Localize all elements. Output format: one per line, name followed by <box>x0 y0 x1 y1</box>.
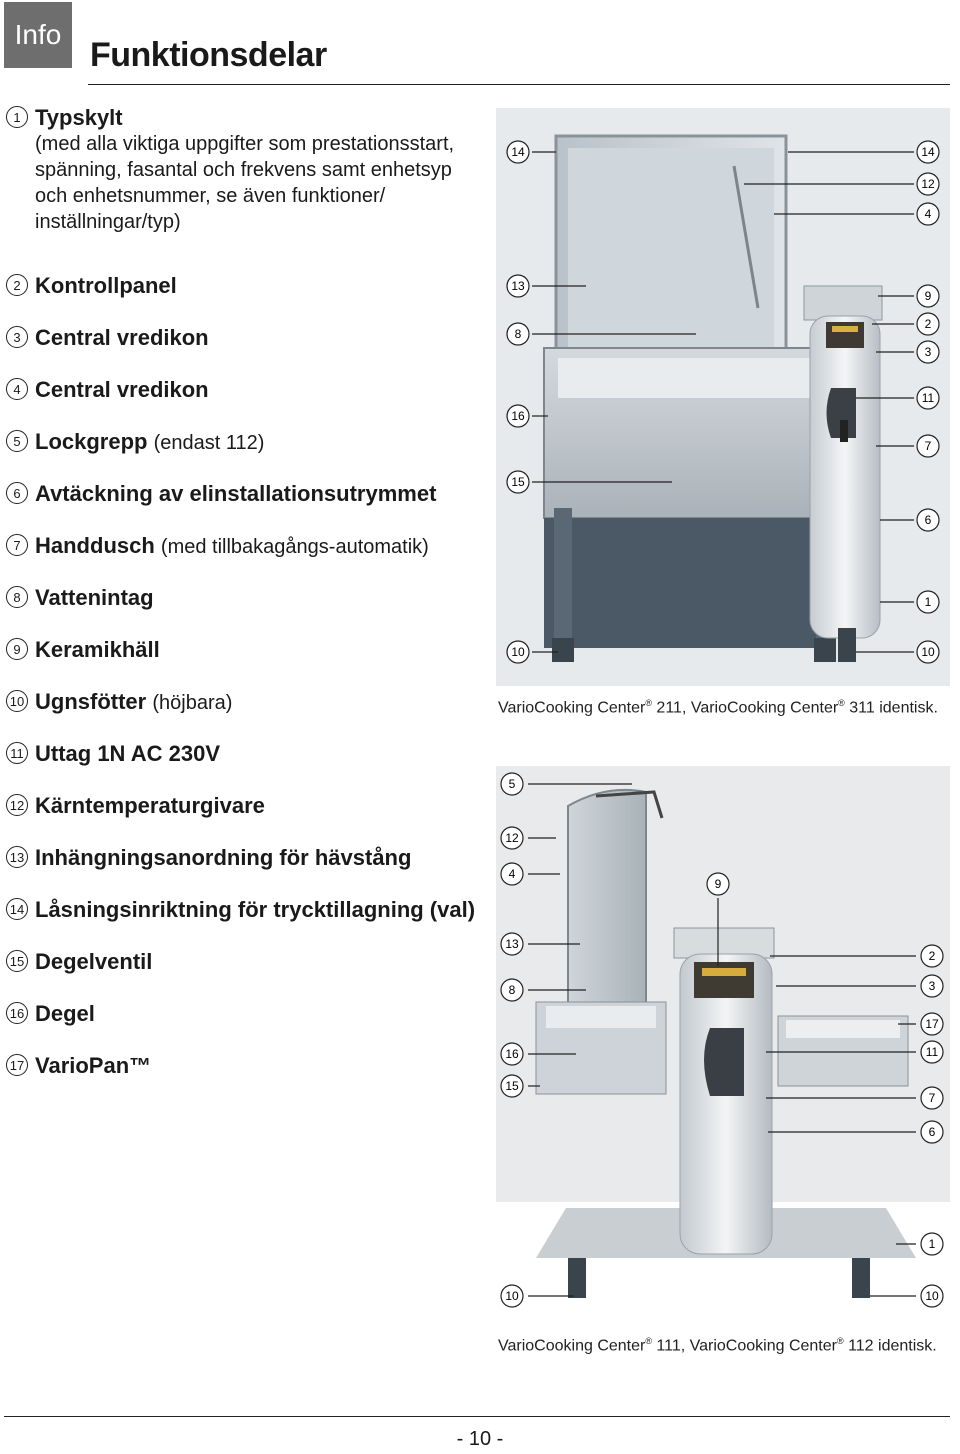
callout-label: 1 <box>928 1237 936 1251</box>
list-item <box>6 948 152 975</box>
callout-number: 2 <box>6 274 28 296</box>
caption-text: VarioCooking Center <box>498 1337 646 1355</box>
list-item <box>6 896 475 923</box>
part-label: Uttag 1N AC 230V <box>35 741 221 766</box>
list-item <box>6 324 209 351</box>
page-title: Funktionsdelar <box>90 36 327 74</box>
callout-label: 9 <box>714 877 722 891</box>
part-label: VarioPan™ <box>35 1053 152 1078</box>
callout-number: 9 <box>6 638 28 660</box>
callout-number: 11 <box>6 742 28 764</box>
info-badge: Info <box>4 2 72 68</box>
caption-text: 111, VarioCooking Center <box>651 1337 837 1355</box>
part-note: (med alla viktiga uppgifter som prestationsstart, spänning, fasantal och frekvens samt enhetsyp och enhetsnummer, se även funktioner/ inställningar/typ) <box>35 133 455 233</box>
callout-number: 4 <box>6 378 28 400</box>
callout-label: 5 <box>508 777 516 791</box>
list-item <box>6 480 436 507</box>
part-label: Avtäckning av elinstallationsutrymmet <box>35 481 437 506</box>
callout-label: 10 <box>925 1289 939 1303</box>
caption-text: VarioCooking Center <box>498 699 646 717</box>
callout-number: 15 <box>6 950 28 972</box>
list-item <box>6 104 465 235</box>
callout-label: 1 <box>924 595 932 609</box>
vcc-111-illustration <box>496 766 950 1342</box>
list-item <box>6 532 429 561</box>
callout-number: 16 <box>6 1002 28 1024</box>
part-label-text: Lockgrepp <box>35 429 148 454</box>
callout-label: 3 <box>928 979 936 993</box>
caption-text: 211, VarioCooking Center <box>651 699 839 717</box>
part-label: Typskylt <box>35 105 123 130</box>
callout-label: 2 <box>924 317 932 331</box>
part-label: Degelventil <box>35 949 153 974</box>
part-label: Kontrollpanel <box>35 273 177 298</box>
callout-label: 16 <box>505 1047 519 1061</box>
figure-caption <box>498 698 938 717</box>
callout-label: 10 <box>505 1289 519 1303</box>
callout-label: 4 <box>508 867 516 881</box>
callout-label: 2 <box>928 949 936 963</box>
list-item <box>6 688 232 717</box>
part-label: Kärntemperaturgivare <box>35 793 265 818</box>
callout-label: 7 <box>928 1091 936 1105</box>
callout-label: 8 <box>508 983 516 997</box>
list-item <box>6 636 160 663</box>
figure-caption <box>498 1336 937 1355</box>
callout-number: 1 <box>6 106 28 128</box>
registered-mark: ® <box>838 698 845 708</box>
callout-label: 13 <box>505 937 519 951</box>
callout-number: 7 <box>6 534 28 556</box>
callout-number: 3 <box>6 326 28 348</box>
part-label <box>35 428 264 457</box>
callout-label: 6 <box>928 1125 936 1139</box>
callout-label: 3 <box>924 345 932 359</box>
product-photo-vcc-211 <box>496 108 950 686</box>
list-item <box>6 1052 151 1079</box>
registered-mark: ® <box>645 698 652 708</box>
vcc-211-illustration <box>496 108 950 686</box>
part-label: Vattenintag <box>35 585 154 610</box>
callout-label: 11 <box>925 1045 939 1059</box>
callout-label: 10 <box>921 645 935 659</box>
callout-label: 12 <box>921 177 935 191</box>
callout-label: 14 <box>511 145 525 159</box>
caption-text: 112 identisk. <box>843 1337 937 1355</box>
part-label <box>35 532 429 561</box>
part-label: Keramikhäll <box>35 637 160 662</box>
callout-label: 6 <box>924 513 932 527</box>
callout-label: 4 <box>924 207 932 221</box>
callout-label: 10 <box>511 645 525 659</box>
list-item <box>6 740 220 767</box>
callout-number: 12 <box>6 794 28 816</box>
callout-number: 14 <box>6 898 28 920</box>
page-number: - 10 - <box>456 1428 504 1450</box>
part-label-text: Handdusch <box>35 533 155 558</box>
list-item <box>6 584 154 611</box>
product-photo-vcc-111 <box>496 766 950 1342</box>
part-label-text: Ugnsfötter <box>35 689 147 714</box>
callout-number: 6 <box>6 482 28 504</box>
part-label: Degel <box>35 1001 95 1026</box>
callout-label: 15 <box>505 1079 519 1093</box>
part-label <box>35 688 232 717</box>
title-divider <box>88 84 950 85</box>
callout-label: 14 <box>921 145 935 159</box>
callout-label: 8 <box>514 327 522 341</box>
list-item <box>6 844 411 871</box>
callout-number: 10 <box>6 690 28 712</box>
part-note: (höjbara) <box>152 692 233 714</box>
list-item <box>6 272 177 299</box>
callout-label: 17 <box>925 1017 939 1031</box>
list-item <box>6 376 209 403</box>
callout-label: 11 <box>921 391 935 405</box>
caption-text: 311 identisk. <box>844 699 938 717</box>
list-item <box>6 1000 95 1027</box>
part-label: Inhängningsanordning för hävstång <box>35 845 412 870</box>
part-label: Central vredikon <box>35 325 209 350</box>
callout-label: 16 <box>511 409 525 423</box>
part-label: Låsningsinriktning för trycktillagning (val) <box>35 897 476 922</box>
callout-number: 17 <box>6 1054 28 1076</box>
part-note: (med tillbakagångs-automatik) <box>160 536 429 558</box>
callout-label: 7 <box>924 439 932 453</box>
registered-mark: ® <box>645 1336 652 1346</box>
callout-number: 5 <box>6 430 28 452</box>
part-note: (endast 112) <box>153 432 265 454</box>
callout-number: 8 <box>6 586 28 608</box>
registered-mark: ® <box>836 1336 844 1346</box>
callout-label: 13 <box>511 279 525 293</box>
footer-divider <box>4 1416 950 1417</box>
callout-label: 9 <box>924 289 932 303</box>
part-label: Central vredikon <box>35 377 209 402</box>
callout-label: 12 <box>505 831 519 845</box>
callout-number: 13 <box>6 846 28 868</box>
callout-label: 15 <box>511 475 525 489</box>
list-item <box>6 792 265 819</box>
list-item <box>6 428 264 457</box>
